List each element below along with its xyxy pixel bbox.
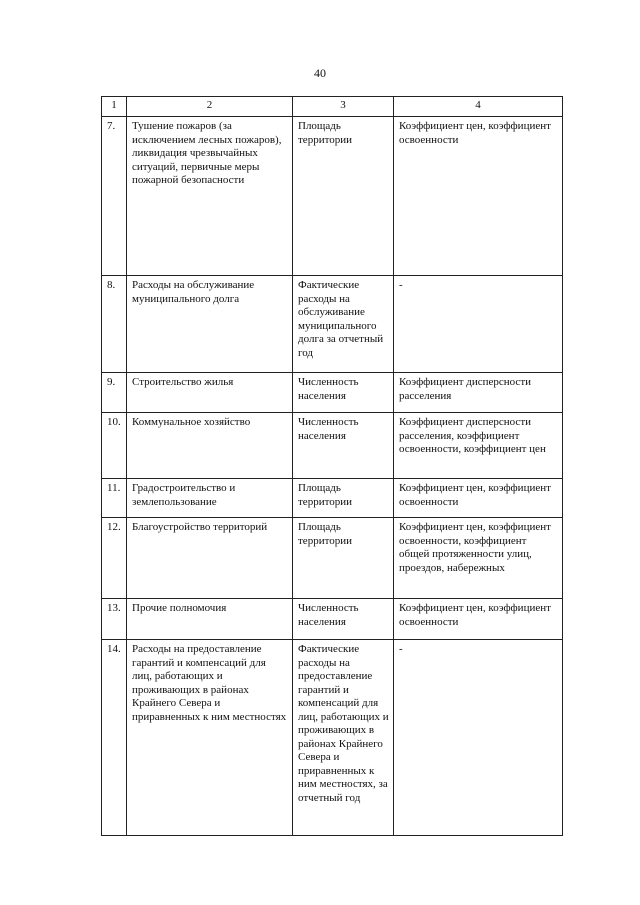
table-header-row: [102, 97, 563, 117]
row-indicator: Площадь территории: [293, 117, 394, 276]
table-row: [102, 479, 563, 518]
row-number: 9.: [102, 373, 127, 413]
row-indicator: Численность населения: [293, 599, 394, 640]
row-number: 8.: [102, 276, 127, 373]
table-row: [102, 276, 563, 373]
row-coefficient: -: [394, 640, 563, 836]
header-cell: 1: [102, 97, 127, 117]
row-number: 10.: [102, 413, 127, 479]
row-name: Коммунальное хозяйство: [127, 413, 293, 479]
row-name: Расходы на обслуживание муниципального долга: [127, 276, 293, 373]
row-name: Градостроительство и землепользование: [127, 479, 293, 518]
row-indicator: Фактические расходы на предоставление гарантий и компенсаций для лиц, работающих и проживающих в районах Крайнего Севера и приравненных к ним местностях, за отчетный год: [293, 640, 394, 836]
row-number: 11.: [102, 479, 127, 518]
table-row: [102, 640, 563, 836]
table-row: [102, 599, 563, 640]
page-number: 40: [314, 66, 326, 80]
row-number: 12.: [102, 518, 127, 599]
row-coefficient: -: [394, 276, 563, 373]
header-cell: 2: [127, 97, 293, 117]
row-name: Расходы на предоставление гарантий и компенсаций для лиц, работающих и проживающих в районах Крайнего Севера и приравненных к ним местностях: [127, 640, 293, 836]
table-row: [102, 518, 563, 599]
row-indicator: Фактические расходы на обслуживание муниципального долга за отчетный год: [293, 276, 394, 373]
row-coefficient: Коэффициент цен, коэффициент освоенности: [394, 599, 563, 640]
row-indicator: Площадь территории: [293, 518, 394, 599]
row-number: 13.: [102, 599, 127, 640]
row-name: Тушение пожаров (за исключением лесных пожаров), ликвидация чрезвычайных ситуаций, первичные меры пожарной безопасности: [127, 117, 293, 276]
row-name: Благоустройство территорий: [127, 518, 293, 599]
table-row: [102, 117, 563, 276]
row-coefficient: Коэффициент дисперсности расселения: [394, 373, 563, 413]
table-row: [102, 373, 563, 413]
row-indicator: Численность населения: [293, 373, 394, 413]
header-cell: 3: [293, 97, 394, 117]
row-coefficient: Коэффициент цен, коэффициент освоенности: [394, 117, 563, 276]
row-name: Строительство жилья: [127, 373, 293, 413]
header-cell: 4: [394, 97, 563, 117]
row-coefficient: Коэффициент цен, коэффициент освоенности, коэффициент общей протяженности улиц, проездов, набережных: [394, 518, 563, 599]
coefficients-table: [101, 96, 563, 836]
row-coefficient: Коэффициент цен, коэффициент освоенности: [394, 479, 563, 518]
row-number: 14.: [102, 640, 127, 836]
row-number: 7.: [102, 117, 127, 276]
row-coefficient: Коэффициент дисперсности расселения, коэффициент освоенности, коэффициент цен: [394, 413, 563, 479]
row-indicator: Площадь территории: [293, 479, 394, 518]
row-name: Прочие полномочия: [127, 599, 293, 640]
row-indicator: Численность населения: [293, 413, 394, 479]
table-row: [102, 413, 563, 479]
